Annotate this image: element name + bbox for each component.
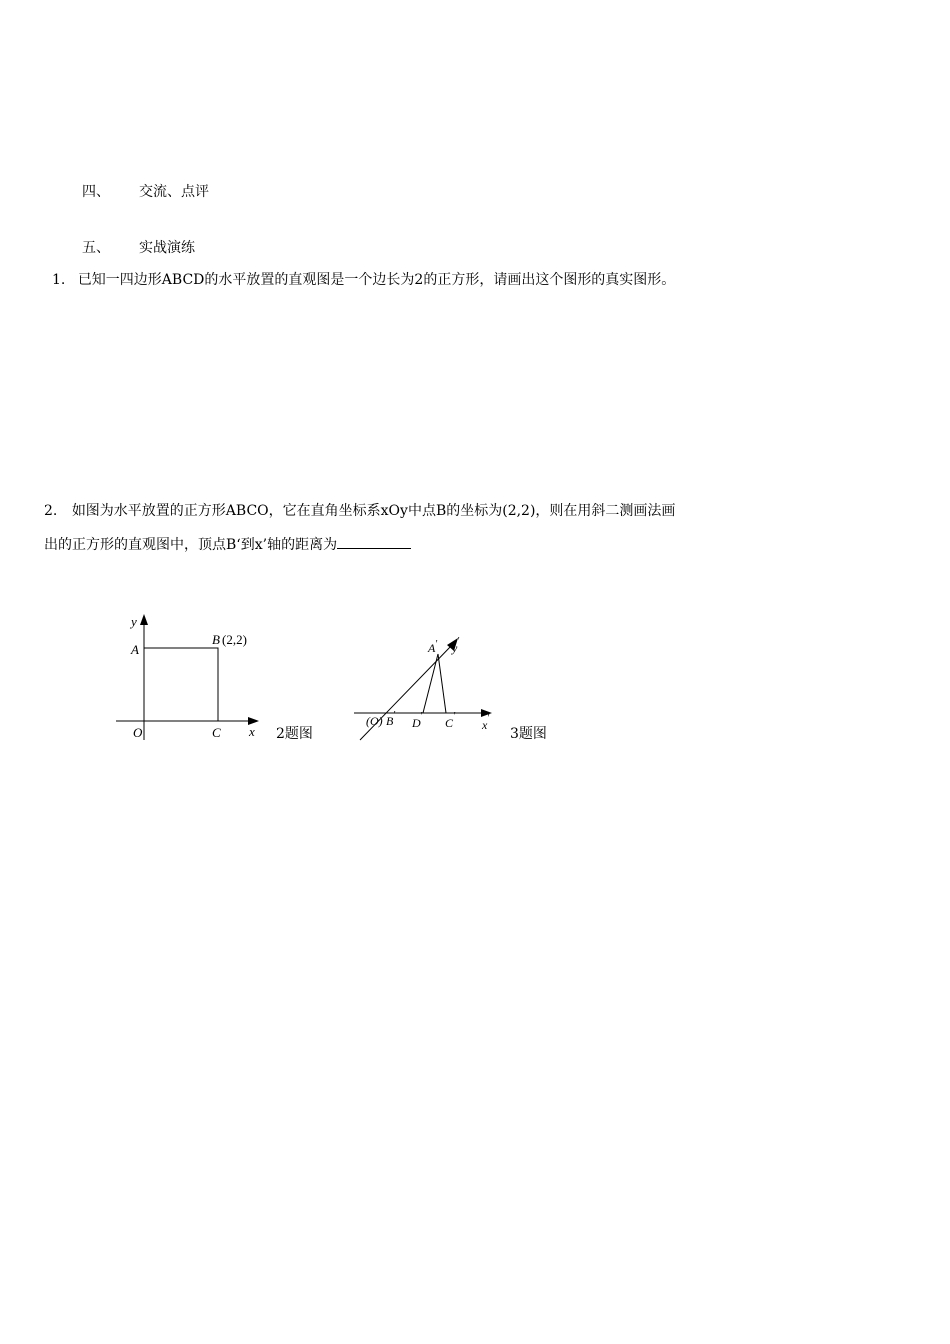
question-2-number: 2. xyxy=(44,503,58,519)
fig3-label-D: D xyxy=(412,716,421,730)
question-2-line-2 xyxy=(44,534,411,555)
fig3-prime-y: ' xyxy=(457,636,460,647)
fig3-label-y: y xyxy=(452,641,458,655)
fig3-label-C: C xyxy=(445,716,454,730)
fig3-prime-D: ' xyxy=(420,711,423,722)
fig3-prime-C: ' xyxy=(453,711,456,722)
figure-2-caption: 2题图 xyxy=(276,726,313,742)
question-2-text-1: 如图为水平放置的正方形ABCO，它在直角坐标系xOy中点B的坐标为(2,2)，则在用斜二测画法画 xyxy=(71,503,676,519)
fig3-segment-AC xyxy=(438,654,446,713)
fig2-square xyxy=(144,648,218,721)
fig2-y-arrow xyxy=(140,614,148,625)
fig2-label-C: C xyxy=(212,725,221,740)
fig2-label-A: A xyxy=(131,642,139,657)
fig3-segment-AD xyxy=(423,654,438,713)
answer-blank xyxy=(337,534,411,549)
fig2-label-coord: (2,2) xyxy=(222,632,247,647)
section-5 xyxy=(82,238,195,258)
fig2-label-y: y xyxy=(131,614,137,629)
fig3-label-B: B xyxy=(386,714,394,728)
figure-3-caption: 3题图 xyxy=(510,726,547,742)
fig2-label-x: x xyxy=(249,724,255,739)
fig2-label-B: B xyxy=(212,632,220,647)
fig3-label-O: (O) xyxy=(366,714,383,728)
figure-3 xyxy=(346,628,506,748)
figure-2 xyxy=(108,608,278,748)
section-5-number: 五、 xyxy=(82,240,110,256)
fig3-prime-A: ' xyxy=(435,639,438,650)
fig2-label-O: O xyxy=(133,725,143,740)
question-1-number: 1. xyxy=(52,272,66,288)
question-2-line-1 xyxy=(44,501,675,521)
question-1-text: 已知一四边形ABCD的水平放置的直观图是一个边长为2的正方形，请画出这个图形的真实图形。 xyxy=(77,272,676,288)
section-4-title: 交流、点评 xyxy=(139,184,209,200)
question-2-text-2: 出的正方形的直观图中，顶点B‘到x’轴的距离为 xyxy=(44,537,338,553)
fig3-label-x: x xyxy=(482,718,488,732)
fig3-prime-x: ' xyxy=(487,713,490,724)
section-5-title: 实战演练 xyxy=(139,240,195,256)
fig3-label-A: A xyxy=(428,641,436,655)
fig3-prime-B: ' xyxy=(393,710,396,721)
section-4 xyxy=(82,182,209,202)
question-1 xyxy=(52,270,675,290)
section-4-number: 四、 xyxy=(82,184,110,200)
